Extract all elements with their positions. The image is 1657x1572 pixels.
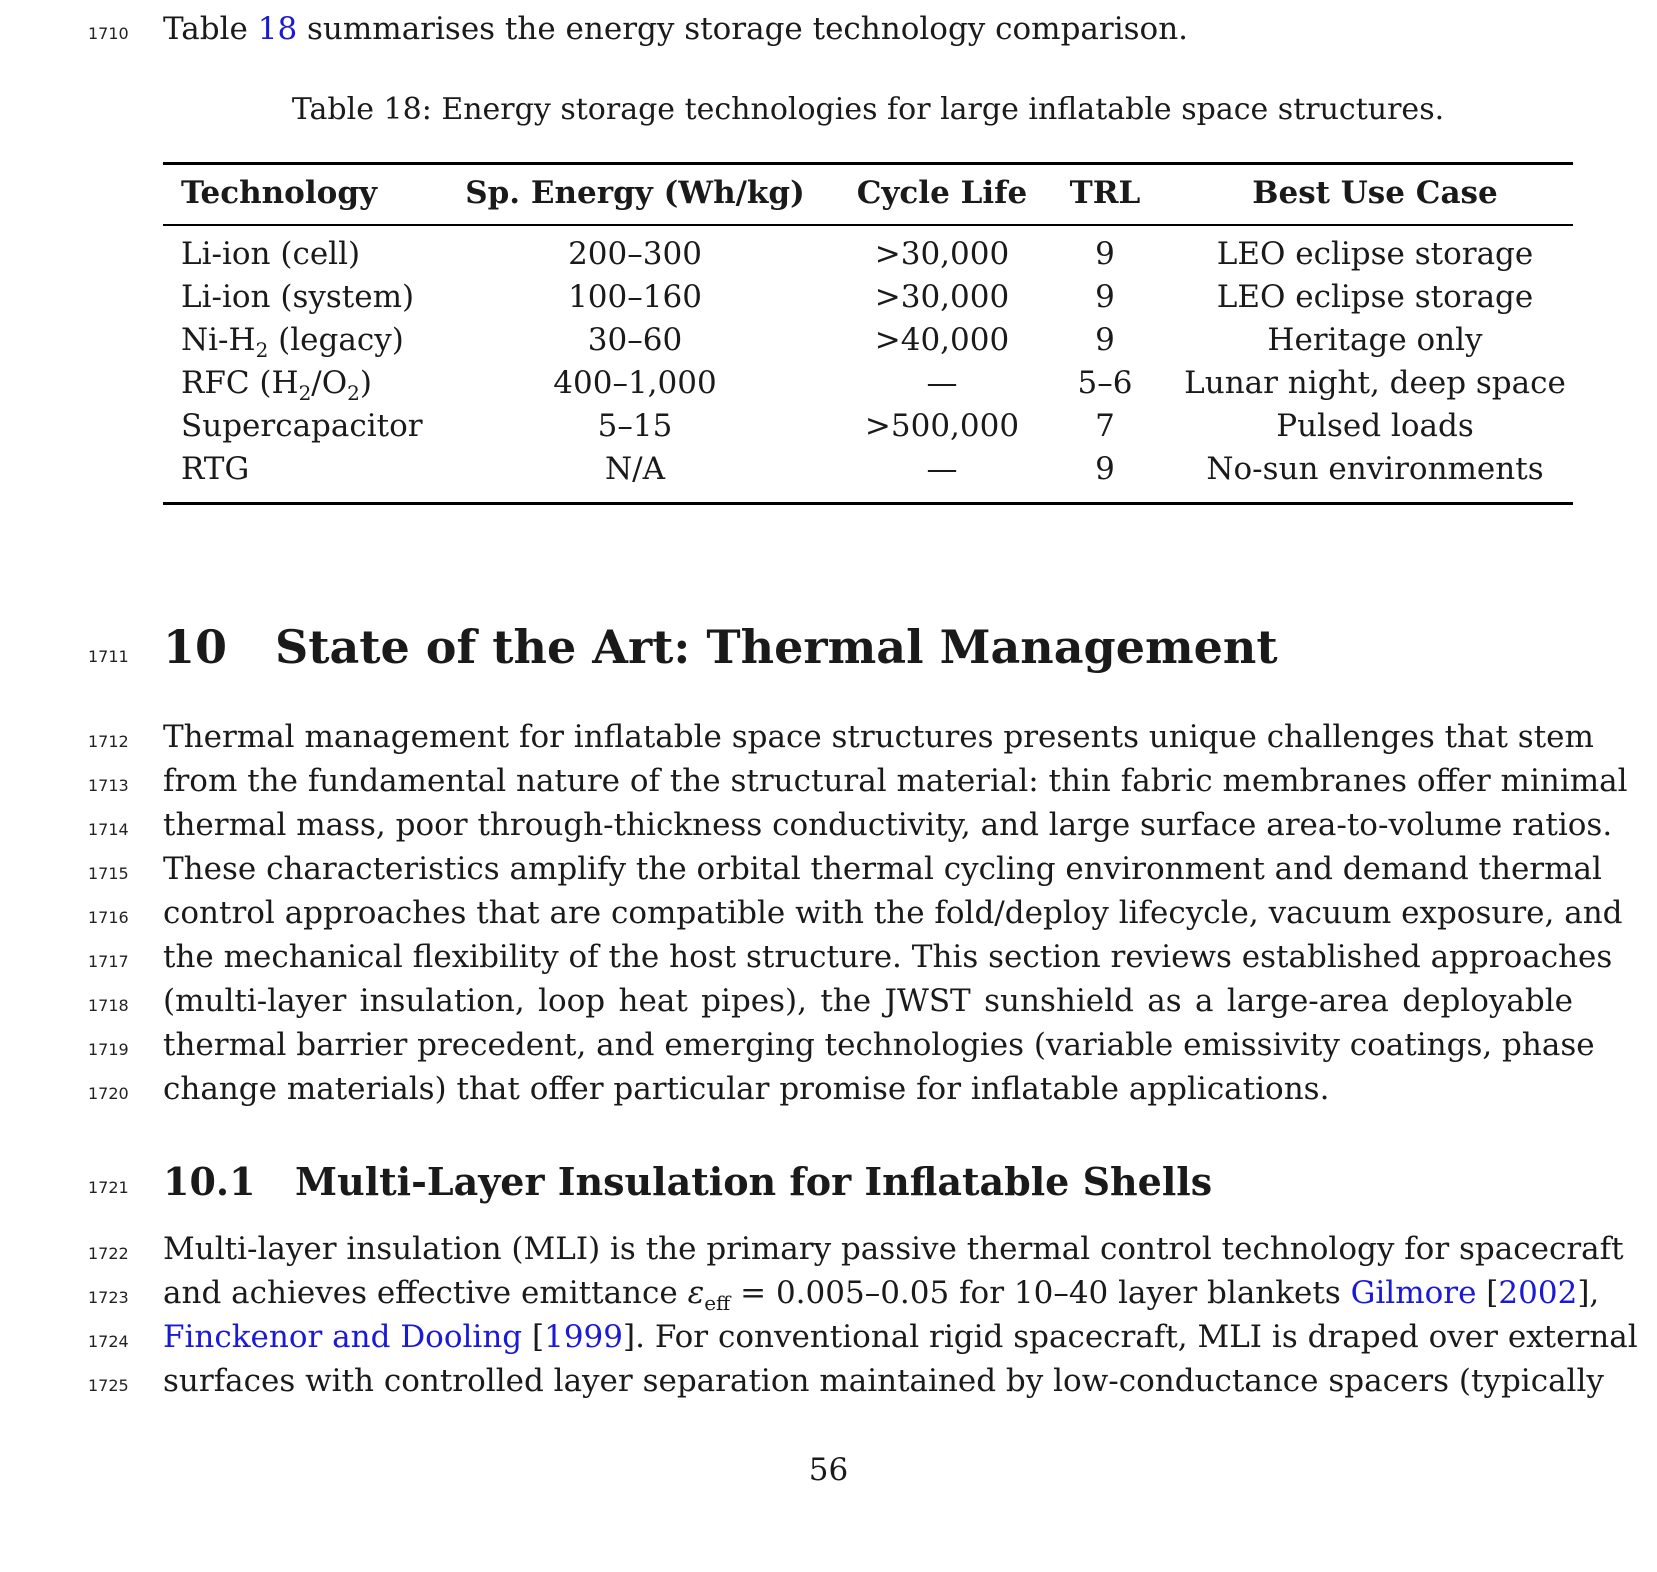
- paragraph-line: change materials) that offer particular promise for inflatable applications.: [163, 1071, 1330, 1107]
- cell-use: No-sun environments: [1206, 451, 1544, 487]
- paragraph-line: These characteristics amplify the orbital thermal cycling environment and demand thermal: [163, 851, 1602, 887]
- line-number: 1718: [88, 996, 129, 1015]
- paragraph-line: (multi-layer insulation, loop heat pipes), the JWST sunshield as a large-area deployable: [163, 983, 1573, 1019]
- cell-energy: 100–160: [568, 279, 702, 315]
- epsilon-subscript: eff: [704, 1291, 731, 1316]
- line-number: 1721: [88, 1178, 129, 1197]
- cell-use: Pulsed loads: [1276, 408, 1474, 444]
- header-cycle-life: Cycle Life: [856, 175, 1028, 211]
- line-number: 1722: [88, 1244, 129, 1263]
- line-number: 1720: [88, 1084, 129, 1103]
- page-number: 56: [808, 1452, 849, 1488]
- cell-energy: 5–15: [597, 408, 673, 444]
- line-number: 1710: [88, 24, 129, 43]
- paragraph-line: Thermal management for inflatable space structures presents unique challenges that stem: [163, 719, 1594, 755]
- paragraph-line: from the fundamental nature of the structural material: thin fabric membranes offer minimal: [163, 763, 1628, 799]
- cell-cycles: >30,000: [874, 236, 1010, 272]
- cell-cycles: >30,000: [874, 279, 1010, 315]
- cell-cycles: —: [926, 451, 958, 487]
- subsection-number: 10.1: [163, 1159, 256, 1204]
- paragraph-line: thermal barrier precedent, and emerging technologies (variable emissivity coatings, phase: [163, 1027, 1595, 1063]
- table-top-rule: [163, 162, 1573, 165]
- cell-technology: RTG: [181, 451, 250, 487]
- text-span: = 0.005–0.05 for 10–40 layer blankets: [730, 1275, 1351, 1311]
- intro-line: [163, 12, 1573, 46]
- cell-technology: Li-ion (system): [181, 279, 415, 315]
- cell-trl: 9: [1095, 279, 1115, 315]
- line-number: 1712: [88, 732, 129, 751]
- table-reference-link[interactable]: 18: [257, 11, 298, 47]
- cell-technology: Supercapacitor: [181, 408, 423, 444]
- cell-cycles: >40,000: [874, 322, 1010, 358]
- cell-cycles: —: [926, 365, 958, 401]
- cell-trl: 7: [1095, 408, 1115, 444]
- line-number: 1717: [88, 952, 129, 971]
- header-technology: Technology: [181, 175, 378, 211]
- cell-use: LEO eclipse storage: [1216, 236, 1534, 272]
- cell-trl: 9: [1095, 322, 1115, 358]
- cell-use: LEO eclipse storage: [1216, 279, 1534, 315]
- cell-trl: 9: [1095, 451, 1115, 487]
- cell-trl: 5–6: [1077, 365, 1133, 401]
- cell-technology: Li-ion (cell): [181, 236, 361, 272]
- citation-author-link[interactable]: Gilmore: [1350, 1275, 1477, 1311]
- paragraph-line: thermal mass, poor through-thickness conductivity, and large surface area-to-volume ratios.: [163, 807, 1613, 843]
- line-number: 1725: [88, 1376, 129, 1395]
- citation-year-link[interactable]: 2002: [1498, 1275, 1578, 1311]
- subsection-heading: [163, 1159, 1212, 1204]
- table-header-rule: [163, 224, 1573, 226]
- cell-technology: [181, 366, 372, 410]
- cell-technology: [181, 323, 404, 367]
- cell-use: Heritage only: [1267, 322, 1483, 358]
- table-bottom-rule: [163, 502, 1573, 505]
- line-number: 1711: [88, 647, 129, 666]
- text-span: . For conventional rigid spacecraft, MLI is draped over external: [635, 1319, 1638, 1355]
- text-span: and achieves effective emittance: [163, 1275, 688, 1311]
- header-specific-energy: Sp. Energy (Wh/kg): [465, 175, 805, 211]
- cell-technology-text: $Ni-H_2$ (legacy): [181, 322, 404, 363]
- subsection-title: Multi-Layer Insulation for Inflatable Shells: [295, 1159, 1213, 1204]
- citation-year-link[interactable]: 1999: [544, 1319, 624, 1355]
- cell-energy: 30–60: [587, 322, 683, 358]
- table-caption: Table 18: Energy storage technologies for large inflatable space structures.: [291, 92, 1445, 127]
- paragraph-line: control approaches that are compatible with the fold/deploy lifecycle, vacuum exposure, and: [163, 895, 1623, 931]
- paragraph-line: Multi-layer insulation (MLI) is the primary passive thermal control technology for spacecraft: [163, 1231, 1624, 1267]
- line-number: 1713: [88, 776, 129, 795]
- citation-author-link[interactable]: Finckenor and Dooling: [163, 1319, 523, 1355]
- intro-text: Table: [163, 11, 258, 47]
- line-number: 1724: [88, 1332, 129, 1351]
- cell-energy: 400–1,000: [553, 365, 717, 401]
- line-number: 1723: [88, 1288, 129, 1307]
- cell-cycles: >500,000: [864, 408, 1020, 444]
- line-number: 1715: [88, 864, 129, 883]
- cell-use: Lunar night, deep space: [1184, 365, 1566, 401]
- line-number: 1714: [88, 820, 129, 839]
- intro-text: summarises the energy storage technology comparison.: [297, 11, 1189, 47]
- section-heading: [163, 620, 1278, 674]
- header-best-use-case: Best Use Case: [1252, 175, 1498, 211]
- cell-trl: 9: [1095, 236, 1115, 272]
- line-number: 1716: [88, 908, 129, 927]
- cell-energy: N/A: [605, 451, 665, 487]
- paragraph-line: Finckenor and Dooling [1999]. For conventional rigid spacecraft, MLI is draped over external: [163, 1319, 1638, 1355]
- cell-technology-text: RFC $(H_2/O_2)$: [181, 365, 372, 406]
- section-number: 10: [163, 620, 228, 674]
- epsilon-symbol: ε: [687, 1275, 705, 1311]
- paragraph-line: surfaces with controlled layer separation maintained by low-conductance spacers (typically: [163, 1363, 1604, 1399]
- paragraph-line: the mechanical flexibility of the host structure. This section reviews established approaches: [163, 939, 1613, 975]
- section-title: State of the Art: Thermal Management: [275, 620, 1278, 674]
- cell-energy: 200–300: [568, 236, 702, 272]
- line-number: 1719: [88, 1040, 129, 1059]
- header-trl: TRL: [1069, 175, 1141, 211]
- paragraph-line: and achieves effective emittance $\varepsilon_{eff} = 0.005-0.05$ for 10–40 layer blankets Gilmore [2002],: [163, 1275, 1600, 1316]
